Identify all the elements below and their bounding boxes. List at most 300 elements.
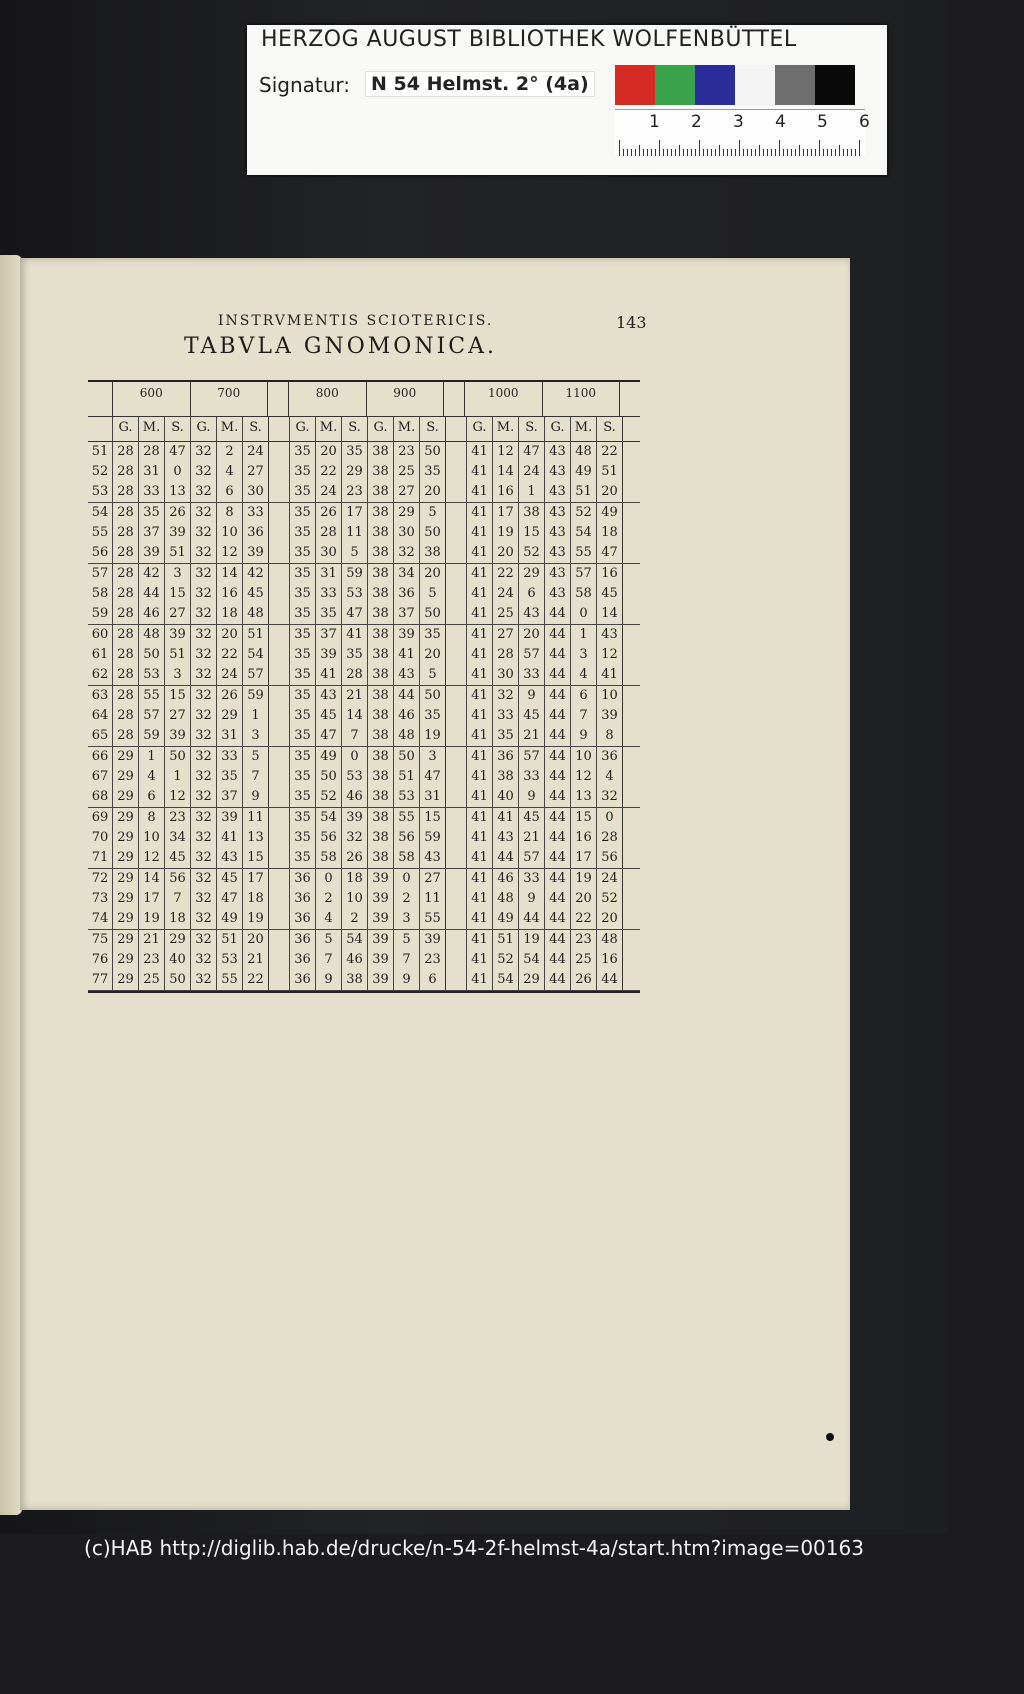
table-cell: 32 [393, 543, 419, 563]
table-cell: 41 [466, 970, 492, 990]
column-separator [268, 970, 289, 990]
ruler-tick [703, 149, 704, 156]
column-separator [268, 442, 289, 462]
column-separator [445, 503, 466, 523]
table-cell: 48 [492, 889, 518, 909]
sub-header-cell: G. [367, 417, 393, 441]
table-title: TABVLA GNOMONICA. [184, 334, 497, 359]
table-cell: 28 [112, 584, 138, 604]
color-swatch [815, 65, 855, 105]
ruler-tick [655, 149, 656, 156]
column-separator [622, 706, 643, 726]
table-cell: 50 [419, 523, 445, 543]
ruler-tick [679, 145, 680, 156]
table-cell: 54 [341, 930, 367, 950]
table-cell: 43 [544, 503, 570, 523]
table-cell: 22 [315, 462, 341, 482]
table-cell: 24 [216, 665, 242, 685]
table-cell: 50 [164, 970, 190, 990]
table-cell: 15 [518, 523, 544, 543]
table-cell: 49 [216, 909, 242, 929]
table-cell: 41 [466, 564, 492, 584]
table-cell: 44 [544, 604, 570, 624]
group-label: 600 [112, 382, 190, 416]
column-separator [622, 625, 643, 645]
ruler-tick [747, 149, 748, 156]
table-cell: 41 [341, 625, 367, 645]
table-cell: 16 [596, 950, 622, 970]
table-cell: 50 [393, 747, 419, 767]
table-cell: 35 [289, 787, 315, 807]
table-cell: 43 [492, 828, 518, 848]
table-cell: 32 [190, 665, 216, 685]
sub-header-cell: M. [492, 417, 518, 441]
table-cell: 35 [289, 767, 315, 787]
table-cell: 35 [289, 686, 315, 706]
table-cell: 27 [164, 604, 190, 624]
table-cell: 44 [544, 665, 570, 685]
table-cell: 41 [466, 726, 492, 746]
table-cell: 16 [216, 584, 242, 604]
table-row [88, 564, 640, 584]
column-separator [445, 706, 466, 726]
table-cell: 35 [341, 442, 367, 462]
signatur-value: N 54 Helmst. 2° (4a) [365, 71, 595, 97]
table-cell: 5 [315, 930, 341, 950]
table-cell: 44 [544, 625, 570, 645]
column-separator [268, 909, 289, 929]
table-cell: 43 [315, 686, 341, 706]
table-cell: 5 [419, 503, 445, 523]
table-cell: 29 [112, 787, 138, 807]
table-cell: 9 [518, 686, 544, 706]
table-cell: 44 [596, 970, 622, 990]
table-cell: 36 [289, 909, 315, 929]
table-cell: 0 [393, 869, 419, 889]
table-cell: 30 [492, 665, 518, 685]
table-cell: 44 [544, 686, 570, 706]
ruler-tick [619, 140, 620, 156]
table-cell: 31 [138, 462, 164, 482]
table-cell: 22 [596, 442, 622, 462]
table-cell: 38 [367, 686, 393, 706]
table-cell: 39 [419, 930, 445, 950]
sub-header-cell: S. [164, 417, 190, 441]
table-cell: 32 [492, 686, 518, 706]
table-cell: 50 [315, 767, 341, 787]
table-cell: 26 [216, 686, 242, 706]
table-cell: 45 [518, 808, 544, 828]
table-cell: 44 [393, 686, 419, 706]
table-cell: 35 [289, 828, 315, 848]
column-separator [622, 523, 643, 543]
table-cell: 41 [466, 625, 492, 645]
table-row [88, 482, 640, 503]
table-cell: 44 [544, 787, 570, 807]
table-cell: 59 [419, 828, 445, 848]
table-cell: 39 [393, 625, 419, 645]
table-cell: 58 [315, 848, 341, 868]
table-row [88, 523, 640, 543]
table-cell: 22 [242, 970, 268, 990]
row-number: 72 [91, 871, 109, 886]
table-cell: 41 [466, 767, 492, 787]
table-cell: 21 [138, 930, 164, 950]
sub-header-cell: G. [289, 417, 315, 441]
table-cell: 36 [289, 889, 315, 909]
table-cell: 14 [216, 564, 242, 584]
column-separator [268, 482, 289, 502]
ruler-tick [855, 149, 856, 156]
group-label: 800 [288, 382, 366, 416]
table-cell: 27 [419, 869, 445, 889]
table-cell: 53 [138, 665, 164, 685]
column-separator [268, 584, 289, 604]
table-cell: 20 [596, 909, 622, 929]
table-cell: 19 [492, 523, 518, 543]
column-separator [445, 645, 466, 665]
table-cell: 15 [419, 808, 445, 828]
table-cell: 28 [112, 604, 138, 624]
table-cell: 41 [466, 930, 492, 950]
table-cell: 50 [164, 747, 190, 767]
row-number: 57 [91, 566, 109, 581]
table-cell: 44 [544, 808, 570, 828]
ruler-tick [851, 149, 852, 156]
ruler-tick [663, 149, 664, 156]
column-separator [268, 543, 289, 563]
column-separator [268, 889, 289, 909]
table-cell: 41 [466, 503, 492, 523]
table-cell: 33 [492, 706, 518, 726]
table-cell: 41 [466, 747, 492, 767]
table-cell: 28 [112, 564, 138, 584]
table-cell: 39 [367, 930, 393, 950]
table-cell: 33 [518, 665, 544, 685]
column-separator [268, 808, 289, 828]
table-cell: 27 [242, 462, 268, 482]
ruler-tick [743, 149, 744, 156]
table-cell: 3 [164, 665, 190, 685]
ruler-tick [823, 149, 824, 156]
table-cell: 41 [466, 848, 492, 868]
column-separator [268, 787, 289, 807]
table-cell: 26 [341, 848, 367, 868]
color-calibration-strip [615, 65, 855, 105]
ruler-tick [791, 149, 792, 156]
table-cell: 31 [216, 726, 242, 746]
table-cell: 17 [138, 889, 164, 909]
table-cell: 38 [367, 645, 393, 665]
sub-header-cell: S. [518, 417, 544, 441]
table-cell: 22 [492, 564, 518, 584]
table-cell: 55 [419, 909, 445, 929]
table-cell: 25 [492, 604, 518, 624]
table-cell: 38 [367, 442, 393, 462]
table-row [88, 787, 640, 808]
table-cell: 23 [164, 808, 190, 828]
row-number: 66 [91, 749, 109, 764]
table-cell: 36 [289, 869, 315, 889]
ruler-tick [683, 149, 684, 156]
table-cell: 44 [518, 909, 544, 929]
column-separator [445, 950, 466, 970]
table-cell: 53 [216, 950, 242, 970]
column-separator [622, 848, 643, 868]
table-cell: 32 [190, 543, 216, 563]
table-cell: 14 [492, 462, 518, 482]
table-cell: 43 [544, 523, 570, 543]
table-cell: 29 [112, 747, 138, 767]
column-separator [268, 767, 289, 787]
column-separator [622, 462, 643, 482]
table-cell: 48 [393, 726, 419, 746]
table-cell: 35 [289, 442, 315, 462]
table-sub-header [88, 417, 640, 442]
table-cell: 35 [289, 564, 315, 584]
column-separator [622, 482, 643, 502]
table-cell: 12 [164, 787, 190, 807]
table-cell: 33 [242, 503, 268, 523]
ruler-tick [623, 149, 624, 156]
table-cell: 41 [466, 665, 492, 685]
table-cell: 5 [242, 747, 268, 767]
table-cell: 38 [367, 503, 393, 523]
table-cell: 15 [164, 584, 190, 604]
table-cell: 29 [341, 462, 367, 482]
table-cell: 51 [570, 482, 596, 502]
table-cell: 1 [138, 747, 164, 767]
table-cell: 55 [393, 808, 419, 828]
corner-cell [88, 417, 112, 441]
page-number: 143 [616, 313, 647, 332]
table-cell: 35 [492, 726, 518, 746]
table-cell: 12 [596, 645, 622, 665]
table-cell: 19 [138, 909, 164, 929]
ruler-tick [779, 140, 780, 156]
column-separator [445, 462, 466, 482]
sub-header-cell: S. [341, 417, 367, 441]
table-cell: 28 [112, 645, 138, 665]
table-cell: 38 [367, 808, 393, 828]
table-cell: 0 [596, 808, 622, 828]
row-number: 74 [91, 911, 109, 926]
table-cell: 25 [393, 462, 419, 482]
column-separator [445, 970, 466, 990]
row-number: 55 [91, 525, 109, 540]
table-cell: 58 [393, 848, 419, 868]
table-cell: 41 [466, 645, 492, 665]
table-cell: 28 [112, 543, 138, 563]
table-cell: 57 [518, 747, 544, 767]
table-cell: 37 [216, 787, 242, 807]
table-cell: 14 [596, 604, 622, 624]
sub-header-cell: G. [112, 417, 138, 441]
table-cell: 35 [289, 604, 315, 624]
ruler-tick [723, 149, 724, 156]
ruler-tick [627, 149, 628, 156]
table-cell: 40 [164, 950, 190, 970]
table-cell: 32 [190, 442, 216, 462]
column-separator [268, 828, 289, 848]
table-cell: 35 [289, 482, 315, 502]
table-cell: 40 [492, 787, 518, 807]
table-cell: 53 [341, 584, 367, 604]
table-cell: 39 [367, 970, 393, 990]
table-cell: 38 [367, 747, 393, 767]
column-separator [445, 828, 466, 848]
table-cell: 16 [492, 482, 518, 502]
table-cell: 41 [466, 787, 492, 807]
table-cell: 17 [570, 848, 596, 868]
table-cell: 38 [367, 482, 393, 502]
table-cell: 35 [289, 726, 315, 746]
column-separator [622, 828, 643, 848]
table-cell: 32 [190, 909, 216, 929]
table-cell: 37 [315, 625, 341, 645]
table-cell: 35 [289, 625, 315, 645]
table-cell: 32 [190, 564, 216, 584]
table-cell: 56 [315, 828, 341, 848]
table-cell: 18 [242, 889, 268, 909]
table-cell: 22 [216, 645, 242, 665]
table-cell: 32 [190, 767, 216, 787]
table-cell: 41 [216, 828, 242, 848]
table-cell: 52 [492, 950, 518, 970]
table-cell: 28 [492, 645, 518, 665]
table-cell: 38 [367, 543, 393, 563]
color-swatch [655, 65, 695, 105]
table-cell: 0 [570, 604, 596, 624]
table-cell: 32 [190, 482, 216, 502]
table-cell: 10 [341, 889, 367, 909]
table-cell: 29 [112, 909, 138, 929]
group-label: 900 [366, 382, 444, 416]
ruler-number: 1 [649, 112, 660, 132]
corner-cell [88, 382, 112, 416]
table-cell: 29 [112, 889, 138, 909]
table-cell: 49 [492, 909, 518, 929]
table-cell: 8 [138, 808, 164, 828]
row-number: 63 [91, 688, 109, 703]
table-row [88, 645, 640, 665]
table-cell: 19 [419, 726, 445, 746]
table-cell: 43 [544, 543, 570, 563]
row-number: 64 [91, 708, 109, 723]
sub-header-cell: M. [216, 417, 242, 441]
table-row [88, 889, 640, 909]
table-cell: 23 [138, 950, 164, 970]
ruler-tick [691, 149, 692, 156]
table-cell: 10 [216, 523, 242, 543]
table-cell: 9 [242, 787, 268, 807]
ruler-tick [787, 149, 788, 156]
table-cell: 38 [518, 503, 544, 523]
table-cell: 10 [596, 686, 622, 706]
table-cell: 2 [315, 889, 341, 909]
table-cell: 17 [242, 869, 268, 889]
table-cell: 43 [518, 604, 544, 624]
sub-header-cell: S. [419, 417, 445, 441]
table-cell: 28 [112, 482, 138, 502]
table-cell: 14 [341, 706, 367, 726]
table-cell: 32 [190, 747, 216, 767]
table-cell: 32 [190, 584, 216, 604]
ruler-tick [687, 149, 688, 156]
table-cell: 39 [164, 523, 190, 543]
column-separator [445, 747, 466, 767]
sub-header-cell: G. [544, 417, 570, 441]
column-separator [268, 869, 289, 889]
table-cell: 9 [570, 726, 596, 746]
row-number: 60 [91, 627, 109, 642]
table-row [88, 503, 640, 523]
table-cell: 46 [393, 706, 419, 726]
table-cell: 39 [315, 645, 341, 665]
row-number: 68 [91, 789, 109, 804]
table-cell: 2 [216, 442, 242, 462]
table-cell: 57 [570, 564, 596, 584]
table-cell: 4 [570, 665, 596, 685]
table-cell: 39 [138, 543, 164, 563]
ruler-tick [803, 149, 804, 156]
table-cell: 3 [164, 564, 190, 584]
table-cell: 56 [164, 869, 190, 889]
table-cell: 7 [315, 950, 341, 970]
table-cell: 13 [570, 787, 596, 807]
table-cell: 6 [216, 482, 242, 502]
table-cell: 35 [341, 645, 367, 665]
table-cell: 2 [393, 889, 419, 909]
ruler-number: 6 [859, 112, 870, 132]
table-cell: 23 [419, 950, 445, 970]
table-cell: 50 [138, 645, 164, 665]
table-cell: 55 [570, 543, 596, 563]
library-label-card [247, 25, 887, 175]
column-separator [268, 706, 289, 726]
table-cell: 35 [216, 767, 242, 787]
table-cell: 38 [492, 767, 518, 787]
table-cell: 43 [596, 625, 622, 645]
table-cell: 43 [216, 848, 242, 868]
column-separator [445, 482, 466, 502]
table-cell: 21 [242, 950, 268, 970]
table-cell: 38 [419, 543, 445, 563]
column-separator [445, 686, 466, 706]
table-cell: 44 [544, 889, 570, 909]
table-cell: 41 [466, 889, 492, 909]
column-separator [268, 665, 289, 685]
table-cell: 38 [367, 665, 393, 685]
ruler-tick [671, 149, 672, 156]
table-row [88, 462, 640, 482]
table-cell: 6 [570, 686, 596, 706]
column-separator [268, 564, 289, 584]
table-cell: 41 [466, 706, 492, 726]
table-cell: 28 [112, 686, 138, 706]
table-cell: 32 [190, 970, 216, 990]
row-number: 69 [91, 810, 109, 825]
table-cell: 11 [242, 808, 268, 828]
table-cell: 39 [596, 706, 622, 726]
table-cell: 57 [518, 645, 544, 665]
table-row [88, 848, 640, 869]
table-cell: 28 [112, 625, 138, 645]
table-cell: 41 [466, 869, 492, 889]
table-cell: 31 [315, 564, 341, 584]
table-cell: 20 [518, 625, 544, 645]
ruler-tick [695, 149, 696, 156]
